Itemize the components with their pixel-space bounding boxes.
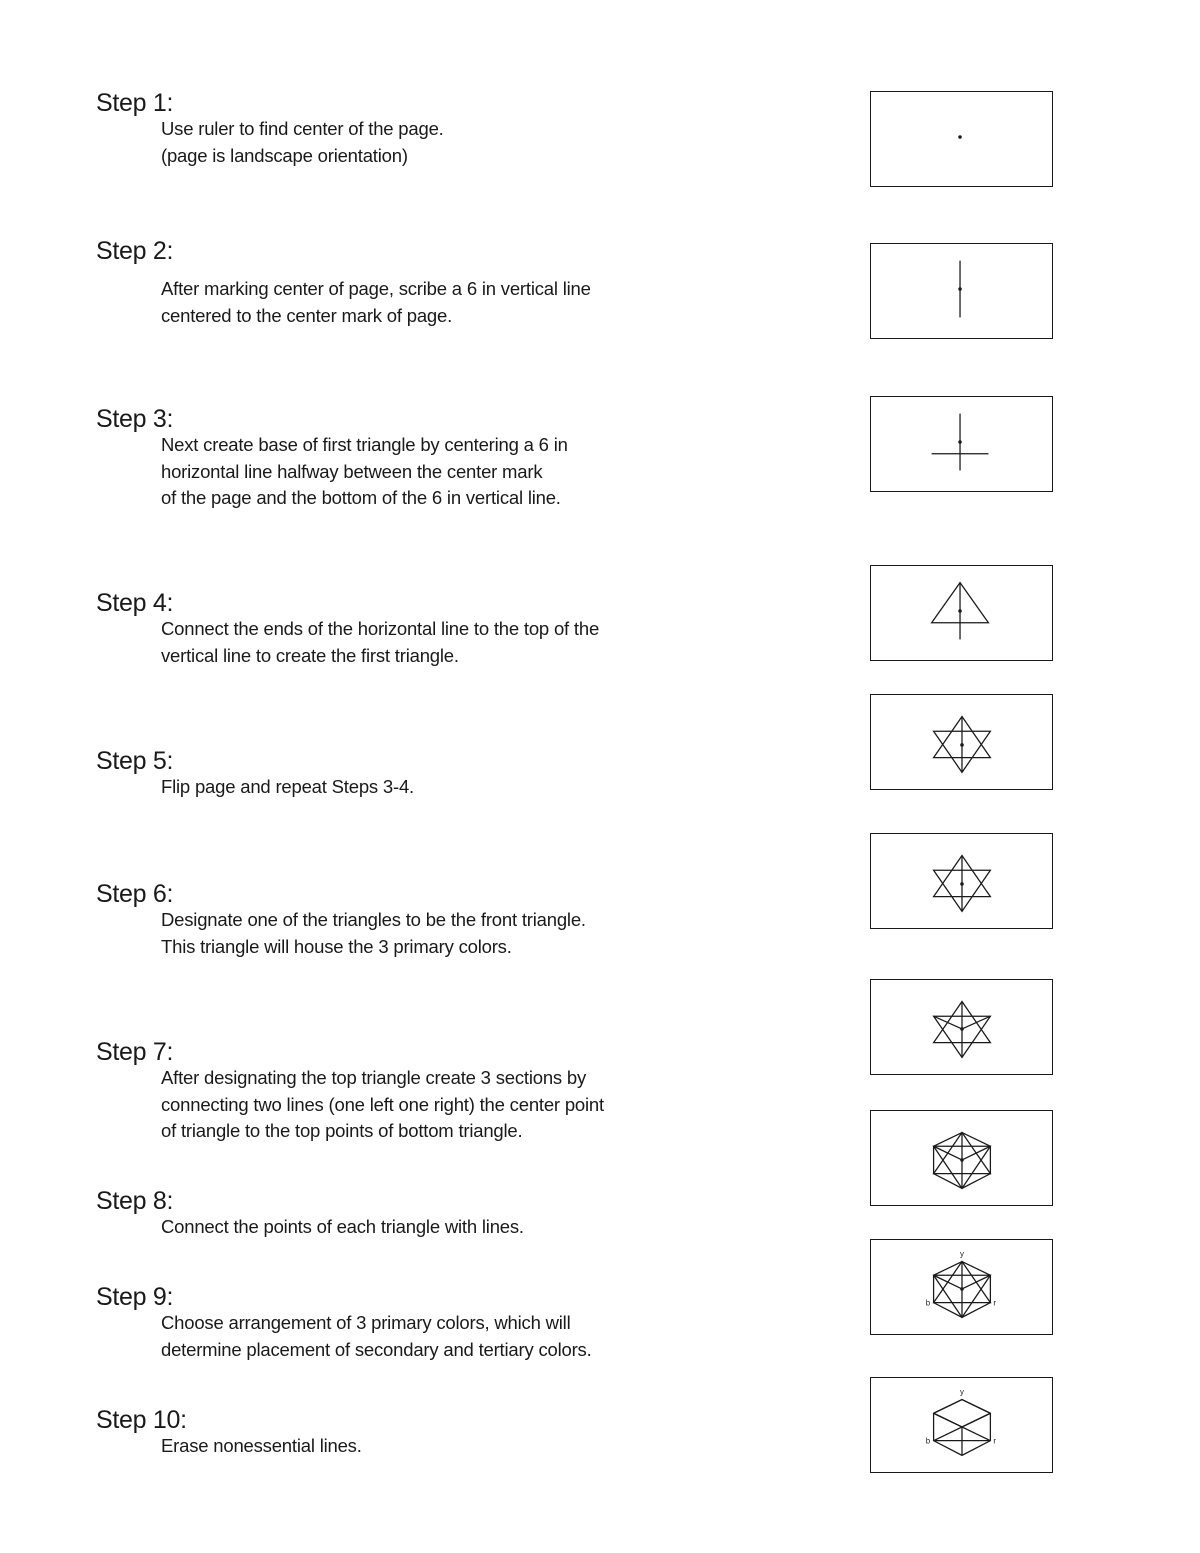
cross-figure xyxy=(871,397,1052,491)
step-3 xyxy=(96,404,796,512)
star-figure xyxy=(871,834,1052,928)
step-text-line: Connect the points of each triangle with lines. xyxy=(161,1216,524,1237)
step-title: Step 7: xyxy=(96,1038,174,1066)
step-text-line: After designating the top triangle create 3 sections by xyxy=(161,1067,587,1088)
step-description xyxy=(161,774,796,801)
step-8 xyxy=(96,1186,796,1241)
step-1-diagram xyxy=(870,91,1053,187)
right-section-line xyxy=(962,1413,990,1427)
step-10 xyxy=(96,1405,796,1460)
vertical-line-figure xyxy=(871,244,1052,338)
top-edges xyxy=(934,1400,991,1414)
hexagon-star-figure xyxy=(871,1111,1052,1205)
center-mark xyxy=(960,1027,964,1031)
step-title: Step 10: xyxy=(96,1406,187,1434)
star-figure xyxy=(871,695,1052,789)
step-7 xyxy=(96,1037,796,1145)
step-text-line: horizontal line halfway between the center mark xyxy=(161,460,543,482)
label-yellow: y xyxy=(960,1249,964,1259)
step-text-line: Connect the ends of the horizontal line to the top of the xyxy=(161,618,600,639)
final-color-wheel-figure xyxy=(871,1378,1052,1472)
color-arrangement-figure xyxy=(871,1240,1052,1334)
step-title: Step 3: xyxy=(96,405,174,433)
step-text-line: Use ruler to find center of the page. xyxy=(161,118,444,139)
step-title: Step 5: xyxy=(96,747,174,775)
step-9-diagram xyxy=(870,1239,1053,1335)
step-text-line: After marking center of page, scribe a 6 in vertical line xyxy=(161,278,591,299)
step-6 xyxy=(96,879,796,960)
step-text-line: of the page and the bottom of the 6 in vertical line. xyxy=(161,487,561,509)
center-mark xyxy=(960,882,964,886)
step-description xyxy=(161,907,796,960)
step-text-line: of triangle to the top points of bottom triangle. xyxy=(161,1120,523,1142)
label-blue: b xyxy=(925,1436,931,1446)
step-10-diagram xyxy=(870,1377,1053,1473)
step-4-diagram xyxy=(870,565,1053,661)
center-mark xyxy=(960,1158,964,1162)
center-mark xyxy=(960,1287,964,1291)
step-text-line: determine placement of secondary and tertiary colors. xyxy=(161,1338,592,1360)
center-mark xyxy=(960,743,964,747)
center-mark xyxy=(958,287,962,291)
first-triangle-figure xyxy=(871,566,1052,660)
step-text-line: Choose arrangement of 3 primary colors, which will xyxy=(161,1312,571,1333)
step-description xyxy=(161,616,796,669)
step-6-diagram xyxy=(870,833,1053,929)
left-section-line xyxy=(934,1413,962,1427)
step-text-line: Next create base of first triangle by centering a 6 in xyxy=(161,434,568,455)
step-text-line: (page is landscape orientation) xyxy=(161,144,408,166)
center-dot-figure xyxy=(871,92,1052,186)
step-8-diagram xyxy=(870,1110,1053,1206)
step-2 xyxy=(96,236,796,329)
step-description xyxy=(161,276,796,329)
step-description xyxy=(161,1433,796,1460)
label-red: r xyxy=(993,1298,996,1308)
step-4 xyxy=(96,588,796,669)
step-description xyxy=(161,1065,796,1145)
step-title: Step 9: xyxy=(96,1283,174,1311)
step-text-line: Flip page and repeat Steps 3-4. xyxy=(161,776,414,797)
step-5 xyxy=(96,746,796,801)
step-7-diagram xyxy=(870,979,1053,1075)
step-2-diagram xyxy=(870,243,1053,339)
step-5-diagram xyxy=(870,694,1053,790)
center-mark xyxy=(958,609,962,613)
step-9 xyxy=(96,1282,796,1363)
step-description xyxy=(161,432,796,512)
step-description xyxy=(161,1310,796,1363)
label-red: r xyxy=(993,1436,996,1446)
step-text-line: Erase nonessential lines. xyxy=(161,1435,362,1456)
step-title: Step 6: xyxy=(96,880,174,908)
step-title: Step 2: xyxy=(96,237,174,265)
step-title: Step 8: xyxy=(96,1187,174,1215)
step-title: Step 4: xyxy=(96,589,174,617)
step-text-line: vertical line to create the first triangle. xyxy=(161,644,459,666)
step-1 xyxy=(96,88,796,169)
step-text-line: This triangle will house the 3 primary colors. xyxy=(161,935,512,957)
label-blue: b xyxy=(925,1298,931,1308)
step-text-line: connecting two lines (one left one right) the center point xyxy=(161,1093,604,1115)
step-description xyxy=(161,116,796,169)
step-text-line: Designate one of the triangles to be the front triangle. xyxy=(161,909,586,930)
step-3-diagram xyxy=(870,396,1053,492)
step-title: Step 1: xyxy=(96,89,174,117)
sectioned-star-figure xyxy=(871,980,1052,1074)
step-description xyxy=(161,1214,796,1241)
label-yellow: y xyxy=(960,1387,964,1397)
center-mark xyxy=(958,440,962,444)
step-text-line: centered to the center mark of page. xyxy=(161,304,453,326)
center-mark xyxy=(958,135,962,139)
